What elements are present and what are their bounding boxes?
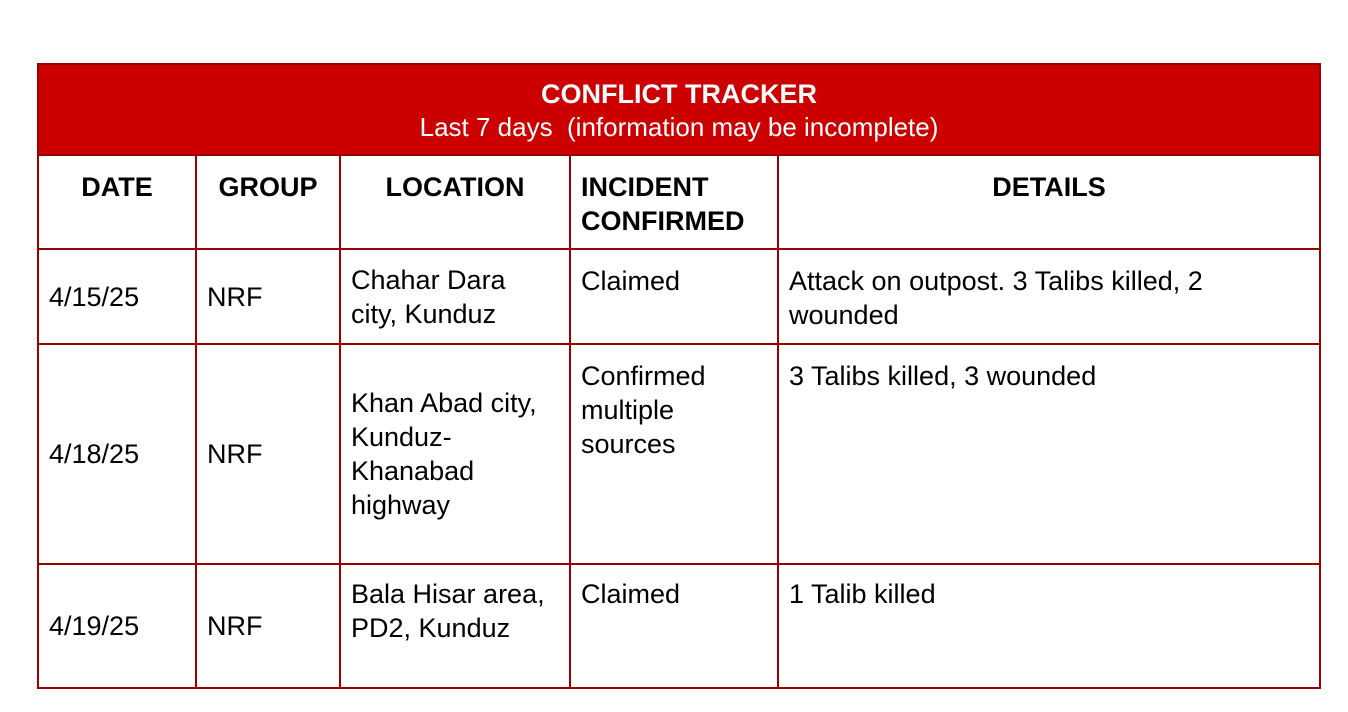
column-header-incident-confirmed: INCIDENT CONFIRMED xyxy=(570,155,778,249)
cell-location: Bala Hisar area, PD2, Kunduz xyxy=(340,564,570,688)
tracker-subtitle: Last 7 days (information may be incomplete) xyxy=(419,111,939,142)
table-row xyxy=(38,344,1320,564)
column-header-date: DATE xyxy=(38,155,196,249)
column-header-location: LOCATION xyxy=(340,155,570,249)
banner xyxy=(38,64,1320,155)
conflict-tracker-table xyxy=(37,63,1321,689)
column-header-details: DETAILS xyxy=(778,155,1320,249)
cell-details: 1 Talib killed xyxy=(778,564,1320,688)
cell-group: NRF xyxy=(196,249,340,344)
banner-row xyxy=(38,64,1320,155)
cell-details: 3 Talibs killed, 3 wounded xyxy=(778,344,1320,564)
table-row xyxy=(38,564,1320,688)
cell-confirmed: Claimed xyxy=(570,249,778,344)
tracker-title: CONFLICT TRACKER xyxy=(541,78,817,109)
cell-details: Attack on outpost. 3 Talibs killed, 2 wounded xyxy=(778,249,1320,344)
cell-date: 4/19/25 xyxy=(38,564,196,688)
header-row xyxy=(38,155,1320,249)
cell-confirmed: Claimed xyxy=(570,564,778,688)
table-row xyxy=(38,249,1320,344)
cell-date: 4/18/25 xyxy=(38,344,196,564)
cell-location: Khan Abad city, Kunduz-Khanabad highway xyxy=(340,344,570,564)
cell-location: Chahar Dara city, Kunduz xyxy=(340,249,570,344)
cell-confirmed: Confirmed multiple sources xyxy=(570,344,778,564)
column-header-group: GROUP xyxy=(196,155,340,249)
cell-group: NRF xyxy=(196,344,340,564)
cell-group: NRF xyxy=(196,564,340,688)
cell-date: 4/15/25 xyxy=(38,249,196,344)
